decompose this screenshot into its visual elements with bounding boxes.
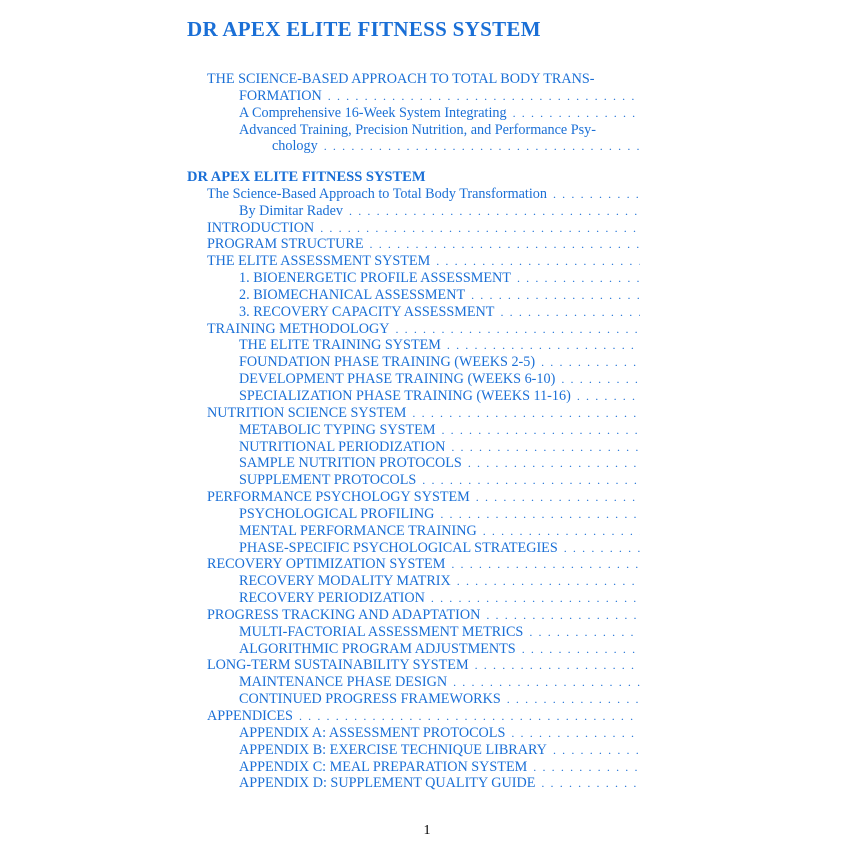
dot-leader (541, 775, 640, 792)
dot-leader (412, 405, 640, 422)
toc-entry-label: APPENDIX D: SUPPLEMENT QUALITY GUIDE (239, 775, 536, 792)
toc-entry-link[interactable] (187, 590, 640, 607)
toc-entry-link[interactable] (187, 203, 640, 220)
toc-entry-label: SAMPLE NUTRITION PROTOCOLS (239, 455, 462, 472)
toc-entry-link[interactable] (187, 337, 640, 354)
toc-entry-link[interactable] (187, 71, 640, 88)
dot-leader (451, 556, 640, 573)
toc-heading-link[interactable] (187, 169, 640, 186)
toc-entry-link[interactable] (187, 691, 640, 708)
toc-entry-link[interactable] (187, 287, 640, 304)
toc-entry-label: NUTRITION SCIENCE SYSTEM (207, 404, 407, 421)
toc-entry-label: RECOVERY PERIODIZATION (239, 590, 425, 607)
toc-entry-link[interactable] (187, 523, 640, 540)
dot-leader (471, 287, 640, 304)
toc-entry-link[interactable] (187, 236, 640, 253)
toc-entry-link[interactable] (187, 354, 640, 371)
toc-entry-link[interactable] (187, 489, 640, 506)
toc-entry-label: CONTINUED PROGRESS FRAMEWORKS (239, 691, 501, 708)
dot-leader (533, 759, 640, 776)
toc-entry-label: DR APEX ELITE FITNESS SYSTEM (187, 169, 426, 185)
toc-entry-link[interactable] (187, 725, 640, 742)
toc-entry-label: SPECIALIZATION PHASE TRAINING (WEEKS 11-16) (239, 387, 571, 404)
toc-entry-link[interactable] (187, 388, 640, 405)
toc-entry-label: By Dimitar Radev (239, 202, 344, 219)
dot-leader (451, 439, 640, 456)
toc-entry-label: SUPPLEMENT PROTOCOLS (239, 472, 417, 489)
table-of-contents (187, 169, 640, 792)
toc-entry-link[interactable] (187, 455, 640, 472)
toc-entry-label: INTRODUCTION (207, 219, 315, 236)
dot-leader (475, 657, 640, 674)
toc-entry-label: APPENDIX C: MEAL PREPARATION SYSTEM (239, 758, 528, 775)
toc-entry-link[interactable] (187, 220, 640, 237)
dot-leader (564, 540, 640, 557)
toc-entry-link[interactable] (187, 422, 640, 439)
toc-entry-label: RECOVERY OPTIMIZATION SYSTEM (207, 556, 446, 573)
toc-entry-label: PROGRAM STRUCTURE (207, 236, 364, 253)
dot-leader (436, 253, 640, 270)
dot-leader (441, 422, 640, 439)
toc-entry-label: 1. BIOENERGETIC PROFILE ASSESSMENT (239, 270, 511, 287)
toc-entry-link[interactable] (187, 506, 640, 523)
toc-entry-link[interactable] (187, 122, 640, 139)
toc-entry-label: DEVELOPMENT PHASE TRAINING (WEEKS 6-10) (239, 371, 556, 388)
dot-leader (324, 138, 640, 155)
toc-entry-link[interactable] (187, 88, 640, 105)
toc-entry-label: METABOLIC TYPING SYSTEM (239, 421, 436, 438)
dot-leader (511, 725, 640, 742)
toc-entry-label: RECOVERY MODALITY MATRIX (239, 573, 451, 590)
dot-leader (453, 674, 640, 691)
dot-leader (320, 220, 640, 237)
toc-entry-label: THE SCIENCE-BASED APPROACH TO TOTAL BODY TRANS- (207, 71, 595, 87)
toc-entry-label: MULTI-FACTORIAL ASSESSMENT METRICS (239, 623, 524, 640)
toc-entry-link[interactable] (187, 556, 640, 573)
toc-entry-label: PROGRESS TRACKING AND ADAPTATION (207, 606, 481, 623)
toc-entry-link[interactable] (187, 607, 640, 624)
toc-entry-label: chology (272, 138, 318, 155)
dot-leader (395, 321, 640, 338)
toc-entry-label: PHASE-SPECIFIC PSYCHOLOGICAL STRATEGIES (239, 539, 558, 556)
toc-entry-link[interactable] (187, 253, 640, 270)
dot-leader (349, 203, 640, 220)
toc-entry-link[interactable] (187, 708, 640, 725)
toc-entry-link[interactable] (187, 138, 640, 155)
toc-entry-label: THE ELITE TRAINING SYSTEM (239, 337, 441, 354)
page-number: 1 (423, 823, 431, 838)
toc-entry-label: MENTAL PERFORMANCE TRAINING (239, 522, 477, 539)
toc-entry-link[interactable] (187, 304, 640, 321)
toc-entry-link[interactable] (187, 573, 640, 590)
dot-leader (513, 105, 640, 122)
toc-entry-link[interactable] (187, 371, 640, 388)
toc-entry-link[interactable] (187, 641, 640, 658)
toc-entry-link[interactable] (187, 472, 640, 489)
dot-leader (553, 186, 640, 203)
toc-entry-label: 2. BIOMECHANICAL ASSESSMENT (239, 286, 466, 303)
toc-entry-label: Advanced Training, Precision Nutrition, and Performance Psy- (239, 121, 596, 138)
dot-leader (483, 523, 640, 540)
toc-entry-link[interactable] (187, 624, 640, 641)
dot-leader (468, 455, 640, 472)
dot-leader (476, 489, 640, 506)
toc-entry-label: 3. RECOVERY CAPACITY ASSESSMENT (239, 303, 495, 320)
toc-entry-link[interactable] (187, 105, 640, 122)
toc-entry-label: APPENDIX A: ASSESSMENT PROTOCOLS (239, 724, 506, 741)
dot-leader (507, 691, 640, 708)
dot-leader (517, 270, 640, 287)
toc-entry-link[interactable] (187, 657, 640, 674)
dot-leader (561, 371, 640, 388)
toc-entry-label: THE ELITE ASSESSMENT SYSTEM (207, 253, 431, 270)
dot-leader (500, 304, 640, 321)
toc-entry-label: MAINTENANCE PHASE DESIGN (239, 674, 448, 691)
toc-entry-label: APPENDIX B: EXERCISE TECHNIQUE LIBRARY (239, 741, 547, 758)
toc-entry-link[interactable] (187, 439, 640, 456)
toc-entry-link[interactable] (187, 540, 640, 557)
toc-front-matter (187, 71, 640, 155)
dot-leader (328, 88, 640, 105)
toc-entry-label: PSYCHOLOGICAL PROFILING (239, 505, 435, 522)
dot-leader (422, 472, 640, 489)
toc-entry-label: A Comprehensive 16-Week System Integrating (239, 104, 507, 121)
dot-leader (553, 742, 640, 759)
dot-leader (541, 354, 640, 371)
toc-entry-label: FORMATION (239, 87, 322, 104)
toc-entry-link[interactable] (187, 742, 640, 759)
toc-entry-label: APPENDICES (207, 708, 293, 724)
dot-leader (447, 337, 640, 354)
toc-entry-label: NUTRITIONAL PERIODIZATION (239, 438, 446, 455)
toc-entry-label: PERFORMANCE PSYCHOLOGY SYSTEM (207, 489, 470, 506)
dot-leader (486, 607, 640, 624)
toc-entry-label: TRAINING METHODOLOGY (207, 320, 390, 337)
dot-leader (440, 506, 640, 523)
toc-entry-link[interactable] (187, 321, 640, 338)
toc-entry-link[interactable] (187, 775, 640, 792)
document-title: DR APEX ELITE FITNESS SYSTEM (187, 17, 541, 41)
toc-entry-link[interactable] (187, 674, 640, 691)
dot-leader (577, 388, 640, 405)
toc-entry-link[interactable] (187, 759, 640, 776)
toc-entry-label: ALGORITHMIC PROGRAM ADJUSTMENTS (239, 640, 516, 657)
toc-entry-link[interactable] (187, 405, 640, 422)
dot-leader (370, 236, 641, 253)
toc-entry-link[interactable] (187, 270, 640, 287)
dot-leader (457, 573, 640, 590)
toc-entry-link[interactable] (187, 186, 640, 203)
toc-entry-label: LONG-TERM SUSTAINABILITY SYSTEM (207, 657, 469, 674)
dot-leader (529, 624, 640, 641)
dot-leader (431, 590, 640, 607)
dot-leader (522, 641, 640, 658)
toc-entry-label: FOUNDATION PHASE TRAINING (WEEKS 2-5) (239, 354, 536, 371)
toc-entry-label: The Science-Based Approach to Total Body Transformation (207, 185, 547, 202)
dot-leader (299, 708, 640, 725)
